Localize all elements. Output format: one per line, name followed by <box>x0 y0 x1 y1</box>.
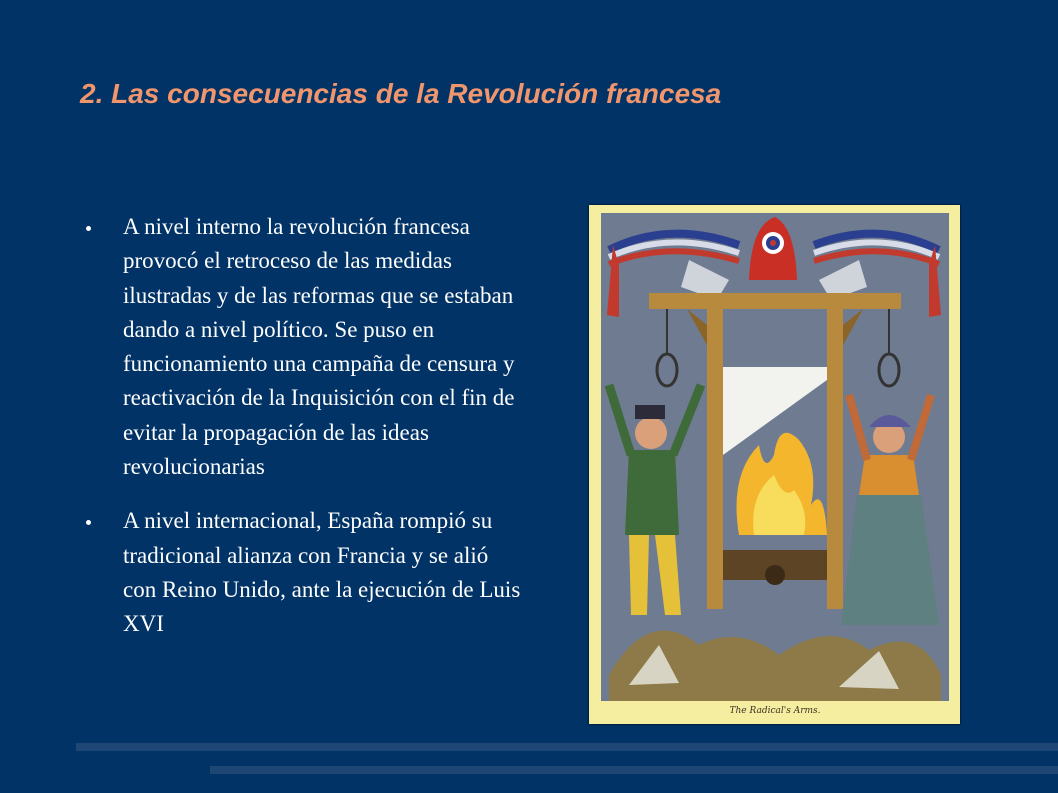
bullet-dot-icon <box>86 226 91 231</box>
image-caption: The Radical's Arms. <box>729 706 821 716</box>
bullet-text: A nivel internacional, España rompió su tradicional alianza con Francia y se alió con Reino Unido, ante la ejecución de Luis XVI <box>123 508 521 637</box>
caricature-illustration <box>589 205 960 724</box>
bullet-item-international <box>86 504 526 641</box>
caricature-image <box>589 205 960 724</box>
bullet-dot-icon <box>86 520 91 525</box>
decorative-stripe <box>76 743 1058 751</box>
bullet-list <box>86 210 526 662</box>
slide-title: 2. Las consecuencias de la Revolución francesa <box>80 78 722 109</box>
bullet-item-internal <box>86 210 526 484</box>
decorative-stripe <box>210 766 1058 774</box>
bullet-text: A nivel interno la revolución francesa provocó el retroceso de las medidas ilustradas y de las reformas que se estaban dando a nivel político. Se puso en funcionamiento una campaña de censura y reactivación de la Inquisición con el fin de evitar la propagación de las ideas revolucionarias <box>123 214 515 480</box>
